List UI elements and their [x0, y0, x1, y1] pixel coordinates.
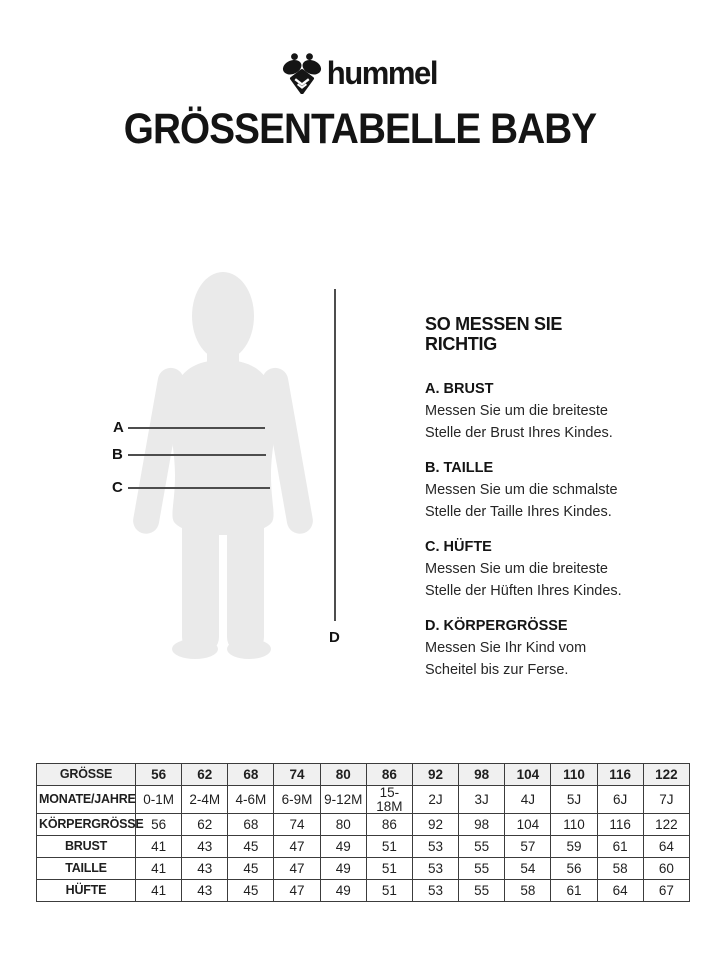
table-cell: 55: [459, 858, 505, 880]
table-row-label: HÜFTE: [37, 880, 136, 902]
table-cell: 49: [320, 858, 366, 880]
measure-line-waist: [128, 454, 266, 456]
table-cell: 43: [182, 836, 228, 858]
table-cell: 7J: [643, 786, 689, 814]
table-cell: 45: [228, 858, 274, 880]
baby-silhouette: [133, 270, 313, 665]
table-row: [37, 764, 690, 786]
table-cell: 110: [551, 814, 597, 836]
instruction-title: D. KÖRPERGRÖSSE: [425, 618, 568, 634]
table-cell: 55: [459, 836, 505, 858]
table-cell: 64: [597, 880, 643, 902]
table-cell: 61: [597, 836, 643, 858]
hummel-bee-icon: [282, 52, 322, 94]
table-cell: 15-18M: [366, 786, 412, 814]
table-cell: 5J: [551, 786, 597, 814]
instruction-text: Messen Sie um die schmalste: [425, 482, 618, 498]
table-cell: 41: [136, 836, 182, 858]
table-cell: 60: [643, 858, 689, 880]
table-cell: 58: [597, 858, 643, 880]
instruction-text: Stelle der Taille Ihres Kindes.: [425, 503, 612, 520]
table-cell: 62: [182, 814, 228, 836]
table-cell: 61: [551, 880, 597, 902]
table-cell: 116: [597, 814, 643, 836]
brand-header: [0, 52, 720, 94]
marker-b: B: [112, 446, 123, 463]
table-cell: 47: [274, 836, 320, 858]
table-cell: 51: [366, 880, 412, 902]
table-cell: 56: [136, 814, 182, 836]
instruction-text: Stelle der Brust Ihres Kindes.: [425, 424, 613, 441]
table-row: [37, 836, 690, 858]
table-cell: 68: [228, 764, 274, 786]
table-cell: 6-9M: [274, 786, 320, 814]
instruction-text: Messen Sie um die breiteste: [425, 403, 608, 419]
table-cell: 51: [366, 858, 412, 880]
instruction-text: Scheitel bis zur Ferse.: [425, 661, 569, 678]
table-cell: 53: [412, 836, 458, 858]
table-cell: 116: [597, 764, 643, 786]
measure-line-height: [334, 289, 336, 621]
table-cell: 64: [643, 836, 689, 858]
table-row-label: TAILLE: [37, 858, 136, 880]
table-cell: 41: [136, 880, 182, 902]
table-cell: 54: [505, 858, 551, 880]
table-row: [37, 786, 690, 814]
table-cell: 56: [551, 858, 597, 880]
table-cell: 58: [505, 880, 551, 902]
marker-d: D: [329, 629, 340, 646]
table-row-label: KÖRPERGRÖSSE: [37, 814, 136, 836]
table-cell: 47: [274, 880, 320, 902]
size-table: [36, 763, 690, 902]
table-row: [37, 814, 690, 836]
table-cell: 98: [459, 764, 505, 786]
size-table-body: [37, 764, 690, 902]
table-cell: 92: [412, 814, 458, 836]
instruction-text: Stelle der Hüften Ihres Kindes.: [425, 582, 622, 599]
table-cell: 122: [643, 764, 689, 786]
table-cell: 92: [412, 764, 458, 786]
instruction-text: Messen Sie um die breiteste: [425, 561, 608, 577]
table-cell: 56: [136, 764, 182, 786]
brand-wordmark: hummel: [326, 55, 437, 91]
table-cell: 51: [366, 836, 412, 858]
instruction-title: B. TAILLE: [425, 460, 494, 476]
table-row-label: GRÖSSE: [37, 764, 136, 786]
instruction-waist: [425, 459, 635, 523]
table-cell: 43: [182, 858, 228, 880]
table-cell: 4J: [505, 786, 551, 814]
table-cell: 122: [643, 814, 689, 836]
table-cell: 62: [182, 764, 228, 786]
table-cell: 80: [320, 814, 366, 836]
table-cell: 47: [274, 858, 320, 880]
page-title: GRÖSSENTABELLE BABY: [123, 105, 597, 153]
table-cell: 86: [366, 764, 412, 786]
table-cell: 57: [505, 836, 551, 858]
instruction-hip: [425, 538, 635, 602]
table-cell: 41: [136, 858, 182, 880]
table-cell: 45: [228, 836, 274, 858]
table-cell: 98: [459, 814, 505, 836]
marker-c: C: [112, 479, 123, 496]
instruction-text: Messen Sie Ihr Kind vom: [425, 640, 587, 656]
table-cell: 53: [412, 880, 458, 902]
measuring-instructions: [425, 314, 635, 696]
table-cell: 2J: [412, 786, 458, 814]
table-row-label: BRUST: [37, 836, 136, 858]
table-cell: 0-1M: [136, 786, 182, 814]
table-cell: 43: [182, 880, 228, 902]
table-cell: 55: [459, 880, 505, 902]
table-cell: 74: [274, 814, 320, 836]
table-cell: 110: [551, 764, 597, 786]
table-cell: 53: [412, 858, 458, 880]
instruction-title: C. HÜFTE: [425, 539, 492, 555]
table-cell: 4-6M: [228, 786, 274, 814]
instruction-body-height: [425, 617, 635, 681]
table-cell: 49: [320, 836, 366, 858]
instructions-heading: SO MESSEN SIE RICHTIG: [425, 314, 563, 354]
table-cell: 67: [643, 880, 689, 902]
table-cell: 104: [505, 764, 551, 786]
table-cell: 2-4M: [182, 786, 228, 814]
table-cell: 45: [228, 880, 274, 902]
table-cell: 80: [320, 764, 366, 786]
table-row: [37, 880, 690, 902]
measure-line-chest: [128, 427, 265, 429]
table-cell: 86: [366, 814, 412, 836]
table-row-label: MONATE/JAHRE: [37, 786, 136, 814]
table-cell: 59: [551, 836, 597, 858]
table-cell: 9-12M: [320, 786, 366, 814]
table-cell: 49: [320, 880, 366, 902]
table-row: [37, 858, 690, 880]
table-cell: 104: [505, 814, 551, 836]
marker-a: A: [113, 419, 124, 436]
table-cell: 74: [274, 764, 320, 786]
instruction-title: A. BRUST: [425, 381, 494, 397]
table-cell: 3J: [459, 786, 505, 814]
table-cell: 68: [228, 814, 274, 836]
table-cell: 6J: [597, 786, 643, 814]
instruction-chest: [425, 380, 635, 444]
measure-line-hip: [128, 487, 270, 489]
